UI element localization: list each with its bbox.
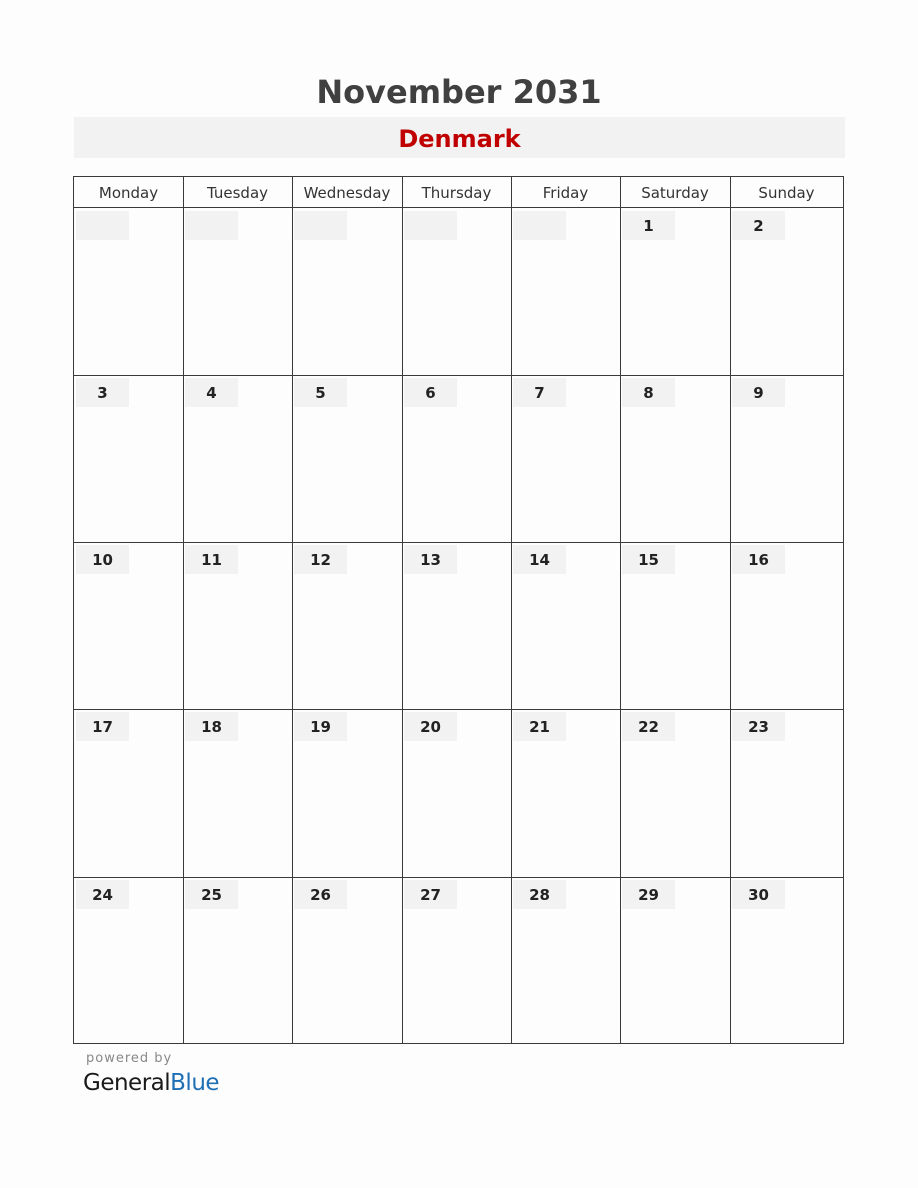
- column-divider: [730, 177, 731, 1043]
- day-number: 4: [206, 384, 217, 402]
- weekday-saturday: Saturday: [641, 184, 709, 202]
- day-number: 1: [643, 217, 654, 235]
- column-divider: [402, 177, 403, 1043]
- day-cell-3: [74, 375, 183, 542]
- column-divider: [620, 177, 621, 1043]
- day-number: 27: [420, 886, 441, 904]
- day-number: 12: [310, 551, 331, 569]
- day-number: 15: [638, 551, 659, 569]
- day-number: 10: [92, 551, 113, 569]
- day-number: 18: [201, 718, 222, 736]
- day-cell-2: [730, 208, 843, 375]
- day-number: 3: [97, 384, 108, 402]
- day-cell-7: [511, 375, 620, 542]
- day-cell-28: [511, 877, 620, 1043]
- day-number: 11: [201, 551, 222, 569]
- day-cell-empty: [183, 208, 292, 375]
- day-number: 26: [310, 886, 331, 904]
- day-number: 29: [638, 886, 659, 904]
- day-number: 8: [643, 384, 654, 402]
- generalblue-logo: [83, 1068, 219, 1098]
- weekday-wednesday: Wednesday: [303, 184, 391, 202]
- country-banner: [74, 117, 845, 158]
- day-cell-1: [620, 208, 730, 375]
- day-number: 23: [748, 718, 769, 736]
- page-title: November 2031: [316, 73, 602, 111]
- day-cell-11: [183, 542, 292, 709]
- day-number: 19: [310, 718, 331, 736]
- day-cell-25: [183, 877, 292, 1043]
- day-cell-19: [292, 709, 402, 877]
- weekday-header-row: [74, 177, 843, 208]
- day-cell-24: [74, 877, 183, 1043]
- day-number-tab: [185, 211, 238, 240]
- weekday-monday: Monday: [98, 184, 159, 202]
- brand-blue-text: Blue: [170, 1070, 220, 1096]
- day-cell-8: [620, 375, 730, 542]
- country-name: Denmark: [398, 125, 521, 153]
- day-number: 16: [748, 551, 769, 569]
- powered-by-text: powered by: [86, 1051, 173, 1066]
- day-number: 7: [534, 384, 545, 402]
- row-divider: [74, 709, 843, 710]
- day-number-tab: [294, 211, 347, 240]
- day-number: 2: [753, 217, 764, 235]
- day-cell-18: [183, 709, 292, 877]
- day-cell-20: [402, 709, 511, 877]
- day-number-tab: [513, 211, 566, 240]
- day-cell-empty: [292, 208, 402, 375]
- day-number: 21: [529, 718, 550, 736]
- calendar-grid: [73, 176, 844, 1044]
- day-number-tab: [76, 211, 129, 240]
- day-cell-17: [74, 709, 183, 877]
- column-divider: [511, 177, 512, 1043]
- day-number: 14: [529, 551, 550, 569]
- day-cell-9: [730, 375, 843, 542]
- day-cell-5: [292, 375, 402, 542]
- column-divider: [292, 177, 293, 1043]
- day-number: 25: [201, 886, 222, 904]
- day-cell-13: [402, 542, 511, 709]
- day-number: 5: [315, 384, 326, 402]
- day-cell-4: [183, 375, 292, 542]
- day-number: 22: [638, 718, 659, 736]
- day-cell-26: [292, 877, 402, 1043]
- row-divider: [74, 877, 843, 878]
- brand-general-text: General: [83, 1070, 171, 1096]
- day-number: 13: [420, 551, 441, 569]
- day-cell-15: [620, 542, 730, 709]
- day-cell-empty: [402, 208, 511, 375]
- row-divider: [74, 375, 843, 376]
- day-cell-6: [402, 375, 511, 542]
- day-number: 30: [748, 886, 769, 904]
- day-cell-30: [730, 877, 843, 1043]
- day-number: 20: [420, 718, 441, 736]
- day-number: 9: [753, 384, 764, 402]
- day-cell-16: [730, 542, 843, 709]
- weekday-sunday: Sunday: [758, 184, 815, 202]
- day-cell-23: [730, 709, 843, 877]
- day-cell-21: [511, 709, 620, 877]
- weekday-friday: Friday: [542, 184, 589, 202]
- column-divider: [183, 177, 184, 1043]
- day-cell-10: [74, 542, 183, 709]
- footer: [83, 1050, 219, 1098]
- day-cell-empty: [74, 208, 183, 375]
- day-number: 24: [92, 886, 113, 904]
- day-cell-12: [292, 542, 402, 709]
- day-number-tab: [404, 211, 457, 240]
- day-number: 28: [529, 886, 550, 904]
- day-cell-22: [620, 709, 730, 877]
- day-cell-empty: [511, 208, 620, 375]
- day-cell-29: [620, 877, 730, 1043]
- day-cell-27: [402, 877, 511, 1043]
- row-divider: [74, 542, 843, 543]
- weekday-thursday: Thursday: [421, 184, 492, 202]
- weekday-tuesday: Tuesday: [206, 184, 269, 202]
- day-number: 17: [92, 718, 113, 736]
- day-number: 6: [425, 384, 436, 402]
- day-cell-14: [511, 542, 620, 709]
